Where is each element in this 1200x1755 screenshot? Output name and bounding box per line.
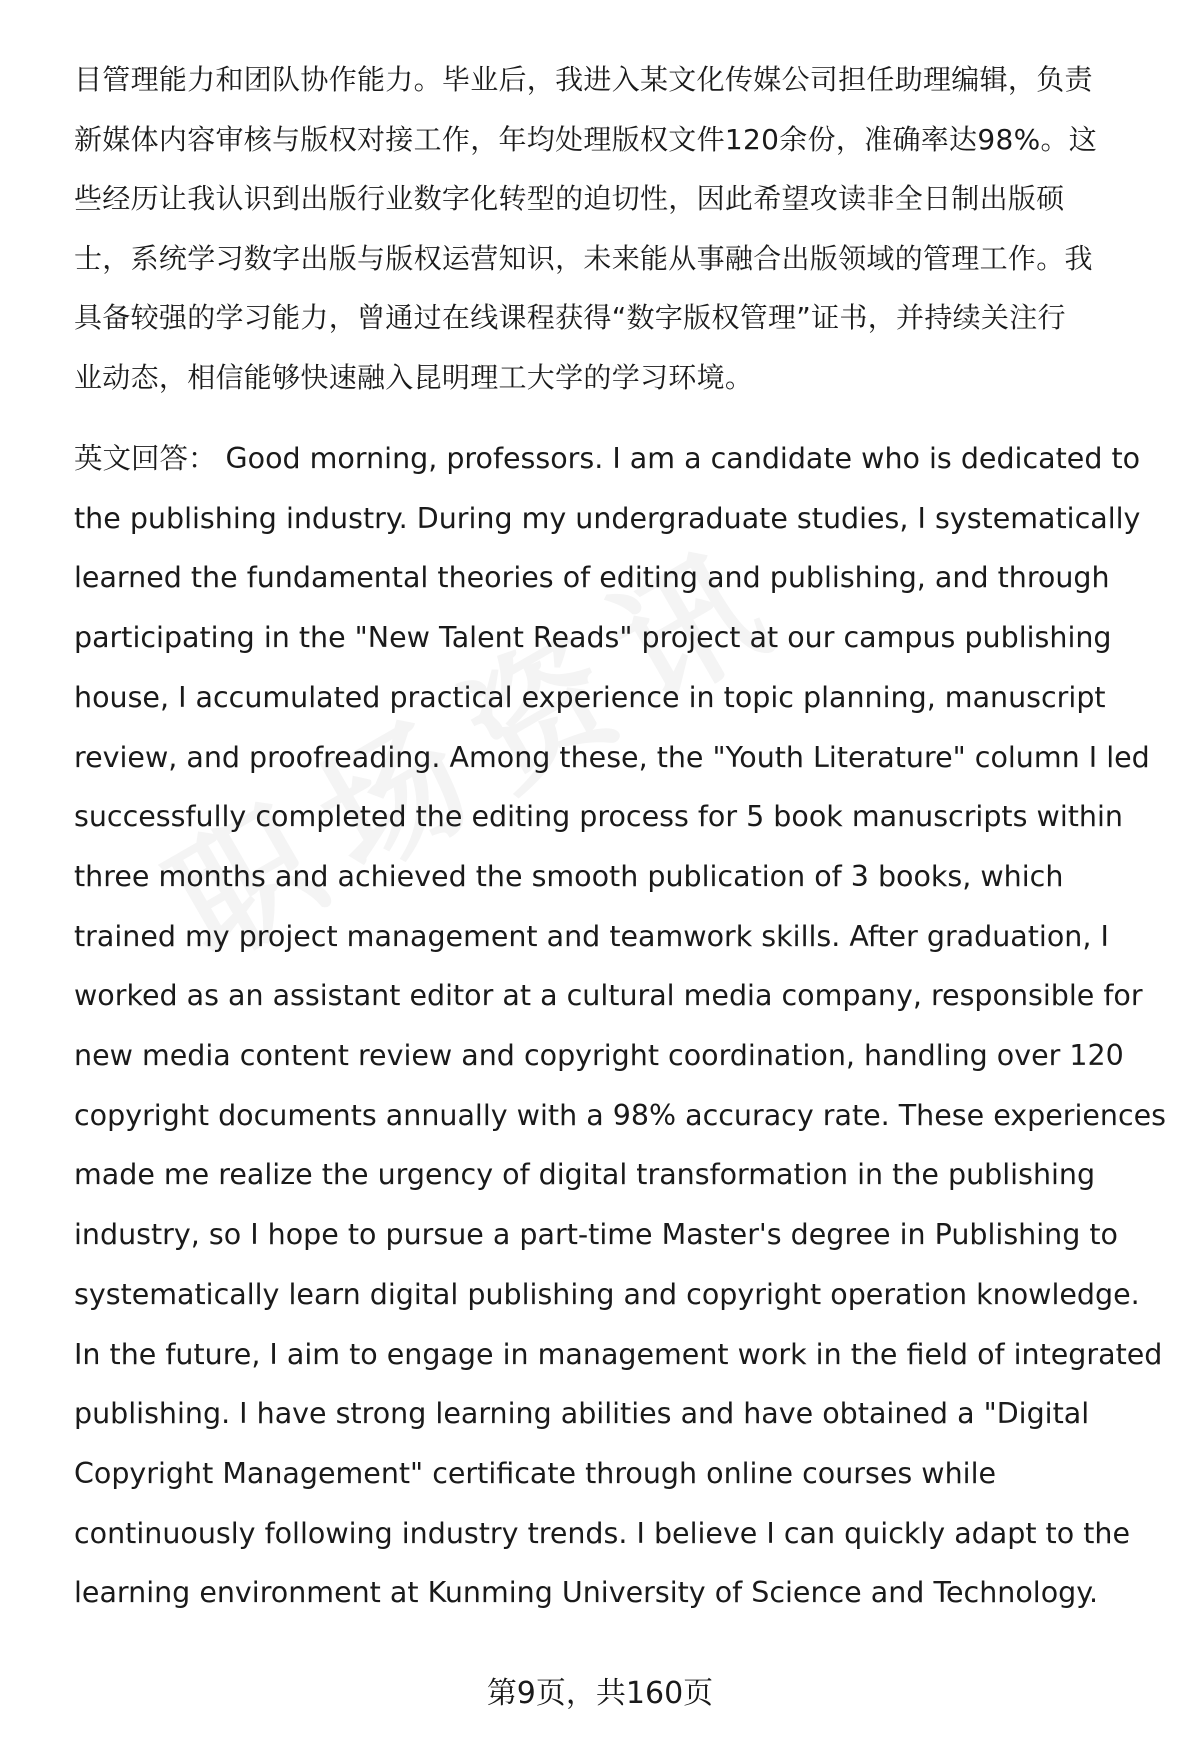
text-line: 目管理能力和团队协作能力。毕业后，我进入某文化传媒公司担任助理编辑，负责 — [74, 63, 1093, 96]
text-line: trained my project management and teamwork skills. After graduation, I — [74, 919, 1109, 953]
document-page — [74, 50, 1167, 1623]
text-line: made me realize the urgency of digital transformation in the publishing — [74, 1158, 1096, 1192]
text-line: learning environment at Kunming University of Science and Technology. — [74, 1576, 1099, 1610]
text-line: participating in the "New Talent Reads" project at our campus publishing — [74, 621, 1112, 655]
text-line: worked as an assistant editor at a cultural media company, responsible for — [74, 979, 1143, 1013]
text-line: 具备较强的学习能力，曾通过在线课程获得“数字版权管理”证书，并持续关注行 — [74, 301, 1066, 334]
text-line: systematically learn digital publishing and copyright operation knowledge. — [74, 1277, 1140, 1311]
text-line: In the future, I aim to engage in management work in the field of integrated — [74, 1337, 1163, 1371]
text-line: industry, so I hope to pursue a part-time Master's degree in Publishing to — [74, 1218, 1118, 1252]
text-line: Copyright Management" certificate through online courses while — [74, 1456, 997, 1490]
text-line: continuously following industry trends. I believe I can quickly adapt to the — [74, 1516, 1131, 1550]
text-line: learned the fundamental theories of editing and publishing, and through — [74, 561, 1110, 595]
text-line: copyright documents annually with a 98% accuracy rate. These experiences — [74, 1098, 1167, 1132]
chinese-answer-paragraph — [74, 50, 1164, 407]
text-line: new media content review and copyright coordination, handling over 120 — [74, 1039, 1124, 1073]
text-line: publishing. I have strong learning abilities and have obtained a "Digital — [74, 1397, 1090, 1431]
text-line: 些经历让我认识到出版行业数字化转型的迫切性，因此希望攻读非全日制出版硕 — [74, 182, 1065, 215]
text-line: 新媒体内容审核与版权对接工作，年均处理版权文件120余份，准确率达98%。这 — [74, 122, 1098, 156]
text-line: successfully completed the editing process for 5 book manuscripts within — [74, 800, 1123, 834]
english-answer-paragraph — [74, 429, 1167, 1623]
text-line: review, and proofreading. Among these, the "Youth Literature" column I led — [74, 740, 1150, 774]
text-line: 士，系统学习数字出版与版权运营知识，未来能从事融合出版领域的管理工作。我 — [74, 241, 1093, 275]
text-line: 英文回答： Good morning, professors. I am a candidate who is dedicated to — [74, 442, 1141, 475]
page-number-footer: 第9页，共160页 — [486, 1676, 714, 1711]
text-line: house, I accumulated practical experience in topic planning, manuscript — [74, 680, 1106, 714]
text-line: the publishing industry. During my undergraduate studies, I systematically — [74, 501, 1141, 535]
text-line: 业动态，相信能够快速融入昆明理工大学的学习环境。 — [74, 360, 754, 394]
text-line: three months and achieved the smooth publication of 3 books, which — [74, 859, 1064, 893]
